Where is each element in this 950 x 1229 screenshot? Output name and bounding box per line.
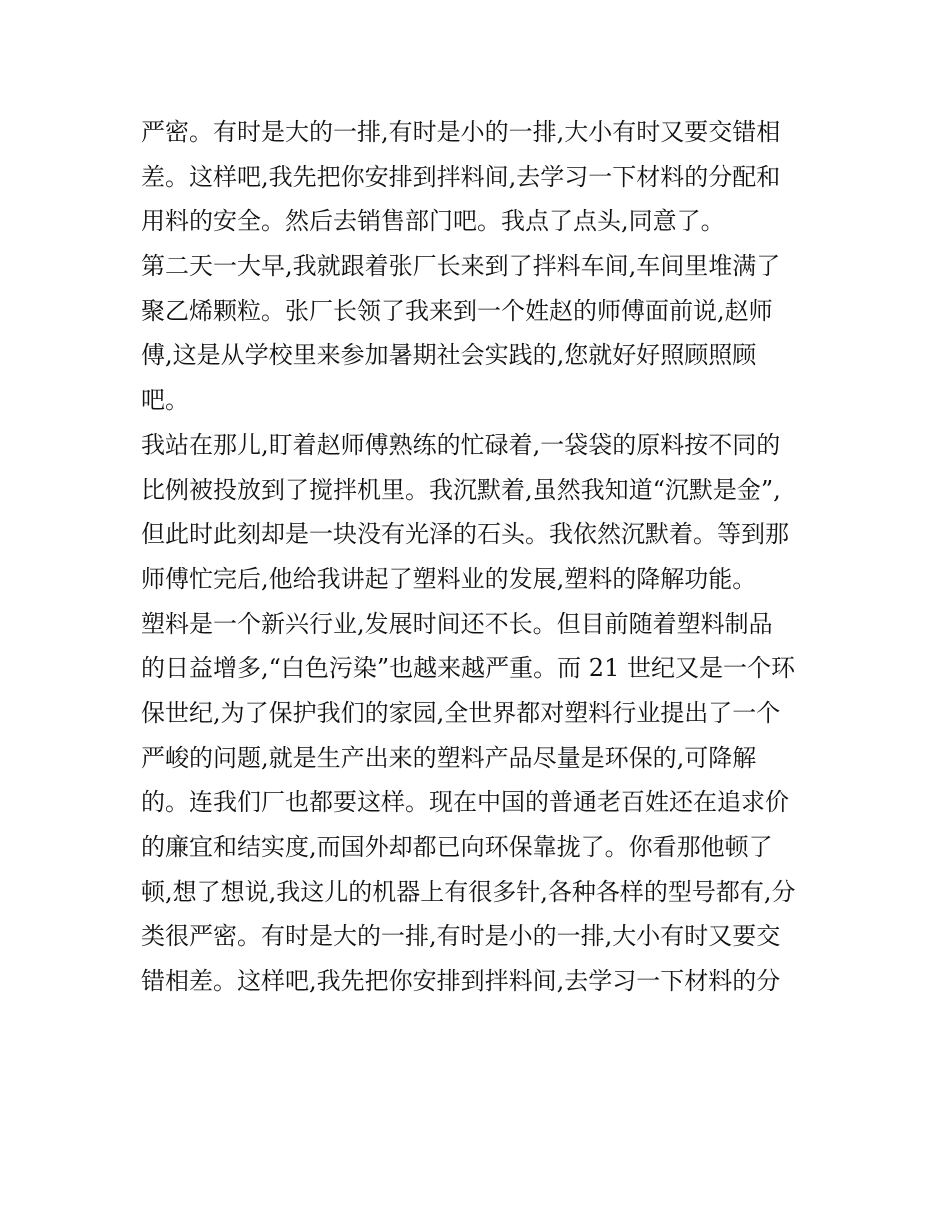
text-line: 傅,这是从学校里来参加暑期社会实践的,您就好好照顾照顾 (141, 341, 757, 370)
text-line: 差。这样吧,我先把你安排到拌料间,去学习一下材料的分配和 (141, 162, 781, 191)
text-line: 顿,想了想说,我这儿的机器上有很多针,各种各样的型号都有,分 (141, 877, 796, 906)
text-line: 类很严密。有时是大的一排,有时是小的一排,大小有时又要交 (141, 922, 781, 951)
text-line: 严密。有时是大的一排,有时是小的一排,大小有时又要交错相 (141, 118, 781, 146)
text-line: 聚乙烯颗粒。张厂长领了我来到一个姓赵的师傅面前说,赵师 (141, 296, 773, 325)
text-line: 比例被投放到了搅拌机里。我沉默着,虽然我知道“沉默是金”, (141, 475, 781, 504)
text-line: 第二天一大早,我就跟着张厂长来到了拌料车间,车间里堆满了 (141, 252, 781, 281)
text-line: 吧。 (141, 386, 189, 415)
body-text (141, 110, 821, 1004)
text-line: 严峻的问题,就是生产出来的塑料产品尽量是环保的,可降解 (141, 743, 757, 772)
text-line: 的廉宜和结实度,而国外却都已向环保靠拢了。你看那他顿了 (141, 833, 773, 861)
text-line: 的。连我们厂也都要这样。现在中国的普通老百姓还在追求价 (141, 788, 789, 817)
text-line: 但此时此刻却是一块没有光泽的石头。我依然沉默着。等到那 (141, 520, 789, 549)
text-line: 错相差。这样吧,我先把你安排到拌料间,去学习一下材料的分 (141, 967, 781, 996)
text-line: 用料的安全。然后去销售部门吧。我点了点头,同意了。 (141, 207, 725, 236)
text-line: 师傅忙完后,他给我讲起了塑料业的发展,塑料的降解功能。 (141, 564, 757, 593)
text-line: 保世纪,为了保护我们的家园,全世界都对塑料行业提出了一个 (141, 698, 781, 727)
text-line: 我站在那儿,盯着赵师傅熟练的忙碌着,一袋袋的原料按不同的 (141, 430, 781, 459)
text-line: 的日益增多,“白色污染”也越来越严重。而 21 世纪又是一个环 (141, 654, 795, 683)
text-line: 塑料是一个新兴行业,发展时间还不长。但目前随着塑料制品 (141, 609, 773, 638)
